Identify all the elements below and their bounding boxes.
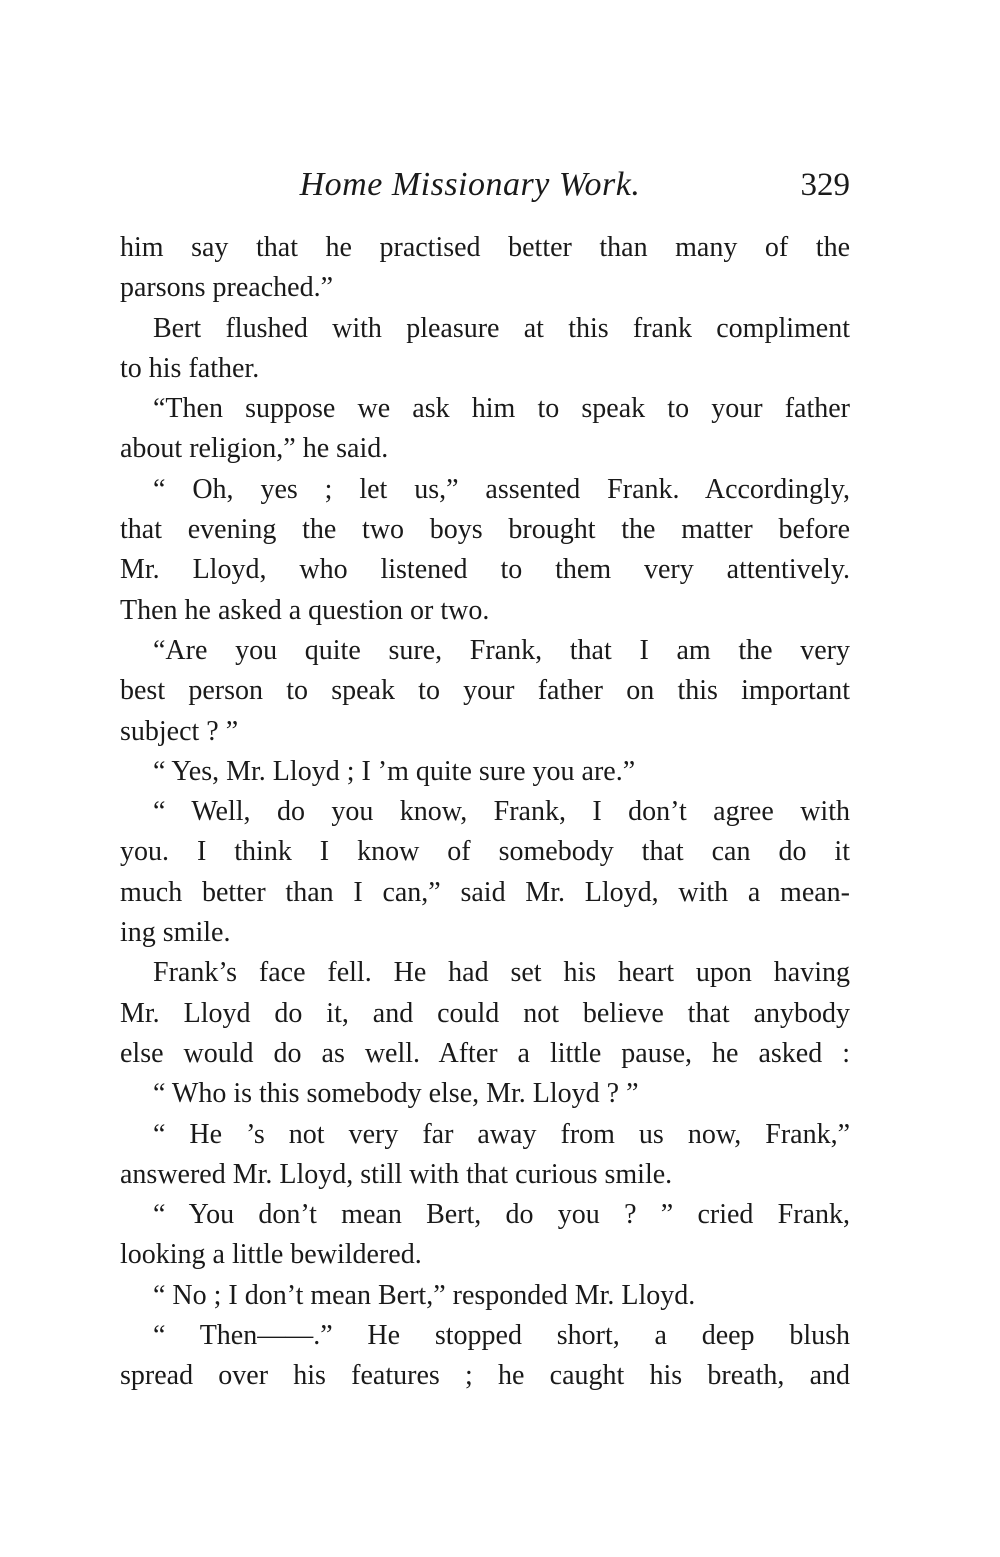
text-line: “Then suppose we ask him to speak to your father <box>153 393 850 425</box>
text-line: that evening the two boys brought the matter before <box>120 514 850 546</box>
text-line: “ He ’s not very far away from us now, Frank,” <box>153 1118 850 1150</box>
text-line: looking a little bewildered. <box>120 1239 422 1271</box>
text-line: to his father. <box>120 352 260 384</box>
text-line: best person to speak to your father on this important <box>120 675 850 707</box>
text-line: “ Yes, Mr. Lloyd ; I ’m quite sure you are.” <box>153 755 636 787</box>
text-line: else would do as well. After a little pause, he asked : <box>120 1037 850 1069</box>
text-line: Then he asked a question or two. <box>120 594 490 626</box>
text-line: ing smile. <box>120 917 231 949</box>
text-line: “ You don’t mean Bert, do you ? ” cried Frank, <box>153 1199 850 1231</box>
body-text <box>120 228 850 1397</box>
page-number: 329 <box>800 167 850 203</box>
text-line: Mr. Lloyd, who listened to them very attentively. <box>120 554 850 586</box>
text-line: “ Well, do you know, Frank, I don’t agree with <box>153 796 850 828</box>
text-line: much better than I can,” said Mr. Lloyd, with a mean- <box>120 876 850 908</box>
text-line: answered Mr. Lloyd, still with that curious smile. <box>120 1158 673 1190</box>
text-line: subject ? ” <box>120 715 239 747</box>
text-line: him say that he practised better than many of the <box>120 232 850 263</box>
text-line: about religion,” he said. <box>120 433 389 465</box>
text-line: Frank’s face fell. He had set his heart upon having <box>153 957 850 989</box>
text-line: spread over his features ; he caught his breath, and <box>120 1360 850 1392</box>
text-line: “ No ; I don’t mean Bert,” responded Mr. Lloyd. <box>153 1279 696 1311</box>
text-line: “ Oh, yes ; let us,” assented Frank. Accordingly, <box>153 473 850 505</box>
text-line: Mr. Lloyd do it, and could not believe that anybody <box>120 997 850 1029</box>
text-line: “ Then——.” He stopped short, a deep blush <box>153 1320 850 1352</box>
text-line: “Are you quite sure, Frank, that I am the very <box>153 634 850 666</box>
running-head <box>120 160 850 210</box>
text-line: “ Who is this somebody else, Mr. Lloyd ? ” <box>153 1078 639 1110</box>
text-line: Bert flushed with pleasure at this frank compliment <box>153 312 850 344</box>
running-title: Home Missionary Work. <box>299 166 641 203</box>
text-line: you. I think I know of somebody that can do it <box>120 836 850 868</box>
text-line: parsons preached.” <box>120 272 334 304</box>
